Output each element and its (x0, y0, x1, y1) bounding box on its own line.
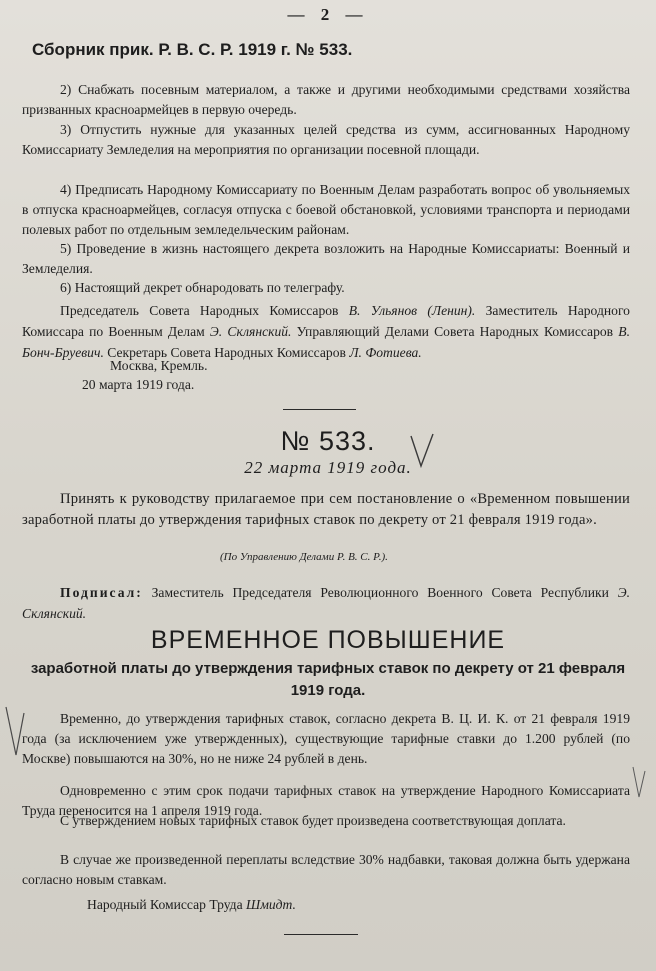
resolution-paragraph-3: С утверждением новых тарифных ставок будет произведена соответствующая доплата. (60, 813, 566, 828)
decree-point-4: 4) Предписать Народному Комиссариату по Военным Делам разработать вопрос об увольняемых в отпуска красноармейцев, согласуя отпуска с боевой обстановкой, условиями транспорта и периодами полевых работ по отдельным земледельческим районам. (22, 182, 630, 237)
final-signature-title: Народный Комиссар Труда (87, 897, 247, 912)
sig-title-manager: Управляющий Делами Совета Народных Комиссаров (291, 324, 619, 339)
sig-title-deputy: Заместитель Народного Комиссара по Военным Делам (22, 303, 630, 339)
running-header: Сборник прик. Р. В. С. Р. 1919 г. № 533. (32, 40, 353, 59)
bottom-divider (284, 934, 358, 935)
resolution-subtitle (0, 658, 656, 702)
decree-point-2: 2) Снабжать посевным материалом, а также и другими необходимыми средствами хозяйства призванных красноармейцев в первую очередь. (22, 82, 630, 117)
place-date: 20 марта 1919 года. (82, 377, 195, 392)
signed-text: Заместитель Председателя Революционного Военного Совета Республики (142, 585, 618, 600)
final-signature-name: Шмидт. (246, 897, 296, 912)
signed-block (22, 582, 630, 624)
handwritten-check-mark (405, 432, 439, 472)
signed-label: Подписал: (60, 585, 143, 600)
order-text: Принять к руководству прилагаемое при сем постановление о «Временном повышении заработной платы до утверждения тарифных ставок по декрету от 21 февраля 1919 года». (22, 491, 630, 528)
decree-point-6: 6) Настоящий декрет обнародовать по телеграфу. (60, 280, 345, 295)
order-number: № 533. (280, 426, 376, 456)
resolution-subtitle-text: заработной платы до утверждения тарифных ставок по декрету от 21 февраля 1919 года. (30, 660, 626, 699)
resolution-paragraph-4: В случае же произведенной переплаты вследствие 30% надбавки, таковая должна быть удержана согласно новым ставкам. (22, 852, 630, 887)
resolution-paragraph-2: Одновременно с этим срок подачи тарифных ставок на утверждение Народного Комиссариата Труда переносится на 1 апреля 1919 года. (22, 783, 630, 818)
order-source: (По Управлению Делами Р. В. С. Р.). (220, 551, 388, 563)
sig-title-secretary: Секретарь Совета Народных Комиссаров (103, 345, 350, 360)
place: Москва, Кремль. (110, 358, 208, 373)
sig-name-lenin: В. Ульянов (Ленин). (348, 303, 476, 318)
handwritten-margin-mark-right (629, 763, 649, 803)
sig-name-bonch-bruevich: В. Бонч-Бруевич. (22, 324, 630, 360)
sig-name-sklyansky: Э. Склянский. (209, 324, 292, 339)
order-date: 22 марта 1919 года. (244, 458, 412, 477)
signatures-block (22, 300, 630, 363)
page-number: — 2 — (287, 5, 369, 24)
decree-point-5: 5) Проведение в жизнь настоящего декрета возложить на Народные Комиссариаты: Военный и Земледелия. (22, 241, 630, 276)
sig-name-fotieva: Л. Фотиева. (349, 345, 422, 360)
signed-name: Э. Склянский. (22, 585, 630, 621)
section-divider (283, 409, 356, 410)
final-signature (87, 897, 296, 913)
resolution-paragraph-1: Временно, до утверждения тарифных ставок, согласно декрета В. Ц. И. К. от 21 февраля 1919 года (за исключением уже утвержденных), существующие тарифные ставки до 1.200 рублей (по Москве) повышаются на 30%, но не ниже 24 рублей в день. (22, 711, 630, 766)
resolution-title: ВРЕМЕННОЕ ПОВЫШЕНИЕ (150, 626, 506, 654)
sig-title-chairman: Председатель Совета Народных Комиссаров (60, 303, 349, 318)
decree-point-3: 3) Отпустить нужные для указанных целей средства из сумм, ассигнованных Народному Комиссариату Земледелия на мероприятия по организации посевной площади. (22, 122, 630, 157)
